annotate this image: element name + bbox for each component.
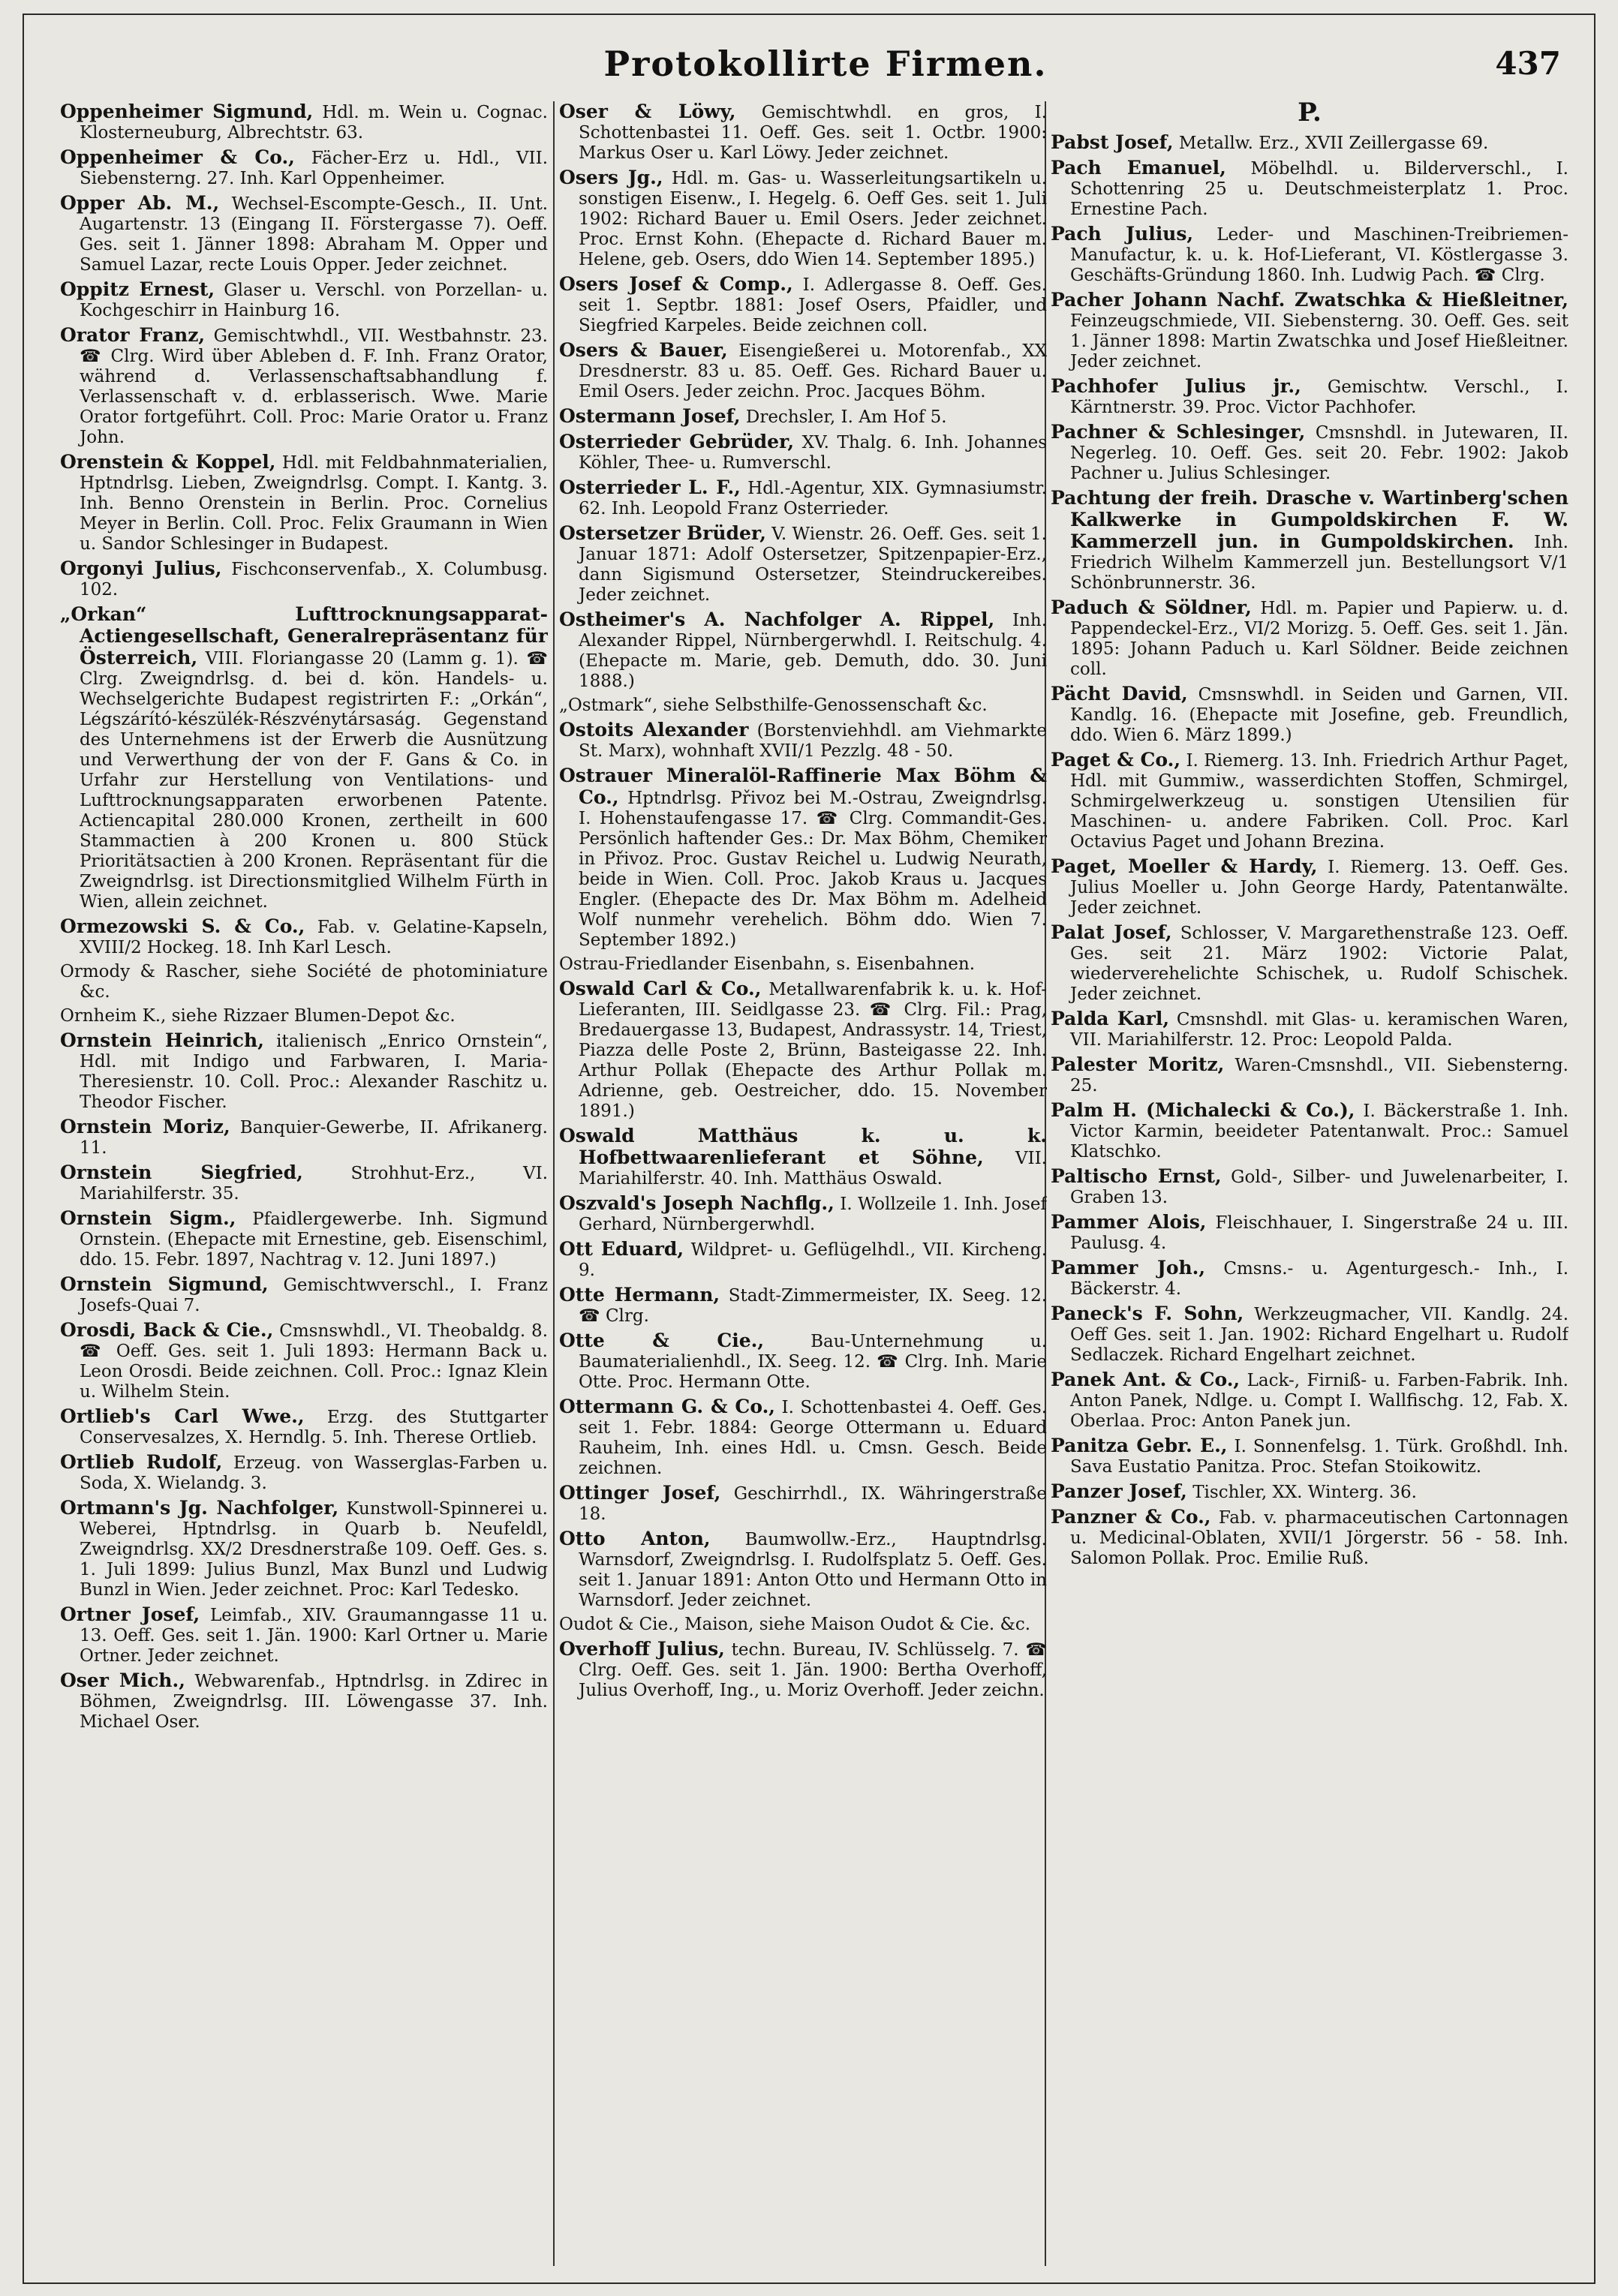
entry-firm-name: Panzer Josef, — [1051, 1480, 1187, 1502]
directory-entry — [559, 978, 1047, 1122]
entry-firm-name: Otto Anton, — [559, 1528, 711, 1549]
entry-firm-name: Osers Josef & Comp., — [559, 273, 793, 295]
entry-firm-name: Palester Moritz, — [1051, 1053, 1225, 1075]
entry-firm-name: Ormezowski S. & Co., — [60, 915, 305, 937]
entry-firm-name: Ortner Josef, — [60, 1603, 200, 1625]
directory-entry — [559, 523, 1047, 606]
column-middle — [559, 101, 1047, 2270]
entry-details: I. Wollzeile 1. Inh. Josef Gerhard, Nürnbergerwhdl. — [579, 1195, 1047, 1234]
entry-details: Ornheim K., siehe Rizzaer Blumen-Depot &c. — [60, 1006, 456, 1026]
directory-entry — [1051, 597, 1568, 680]
directory-entry — [559, 609, 1047, 692]
entry-details: Erzg. des Stuttgarter Conservesalzes, X. Herndlg. 5. Inh. Therese Ortlieb. — [80, 1408, 548, 1447]
entry-details: Cmsnshdl. in Jutewaren, II. Negerleg. 10. Oeff. Ges. seit 20. Febr. 1902: Jakob Pachner u. Julius Schlesinger. — [1070, 423, 1568, 483]
directory-entry — [1051, 684, 1568, 746]
directory-entry — [559, 101, 1047, 164]
entry-firm-name: Paltischo Ernst, — [1051, 1165, 1222, 1187]
entry-details: Lack-, Firniß- u. Farben-Fabrik. Inh. Anton Panek, Ndlge. u. Compt I. Wallfischg. 12, Fab. X. Oberlaa. Proc: Anton Panek jun. — [1070, 1371, 1568, 1431]
entry-firm-name: Ortmann's Jg. Nachfolger, — [60, 1497, 339, 1519]
entry-firm-name: Ostoits Alexander — [559, 719, 749, 741]
entry-details: I. Sonnenfelsg. 1. Türk. Großhdl. Inh. Sava Eustatio Panitza. Proc. Stefan Stoikowitz. — [1070, 1437, 1568, 1477]
entry-details: I. Riemerg. 13. Inh. Friedrich Arthur Paget, Hdl. mit Gummiw., wasserdichten Stoffen, Schmirgel, Schmirgelwerkzeug u. sonstigen Utensilien für Maschinen- u. andere Fabriken. Coll. Proc. Karl Octavius Paget und Johann Brezina. — [1070, 751, 1568, 852]
entry-details: italienisch „Enrico Ornstein“, Hdl. mit Indigo und Farbwaren, I. Maria-Theresienstr. 10. Coll. Proc.: Alexander Raschitz u. Theodor Fischer. — [80, 1032, 548, 1112]
entry-firm-name: Otte Hermann, — [559, 1284, 720, 1306]
entry-firm-name: Oppenheimer Sigmund, — [60, 101, 314, 122]
entry-details: Hdl. m. Papier und Papierw. u. d. Pappendeckel-Erz., VI/2 Morizg. 5. Oeff. Ges. seit 1. Jän. 1895: Johann Paduch u. Karl Söldner. Beide zeichnen coll. — [1070, 599, 1568, 679]
entry-details: Fächer-Erz u. Hdl., VII. Siebensterng. 27. Inh. Karl Oppenheimer. — [80, 149, 548, 188]
entry-firm-name: Palm H. (Michalecki & Co.), — [1051, 1099, 1355, 1121]
entry-firm-name: Ortlieb's Carl Wwe., — [60, 1405, 305, 1427]
entry-details: Bau-Unternehmung u. Baumaterialienhdl., IX. Seeg. 12. ☎ Clrg. Inh. Marie Otte. Proc. Hermann Otte. — [579, 1332, 1047, 1392]
entry-details: I. Adlergasse 8. Oeff. Ges. seit 1. Septbr. 1881: Josef Osers, Pfaidler, und Siegfried Karpeles. Beide zeichnen coll. — [579, 275, 1047, 335]
directory-entry — [559, 696, 1047, 716]
directory-entry — [60, 1320, 548, 1402]
entry-firm-name: Osterrieder L. F., — [559, 476, 741, 498]
entry-details: Hptndrlsg. Přivoz bei M.-Ostrau, Zweigndrlsg. I. Hohenstaufengasse 17. ☎ Clrg. Commandit-Ges. Persönlich haftender Ges.: Dr. Max Böhm, Chemiker in Přivoz. Proc. Gustav Reichel u. Ludwig Neurath, beide in Wien. Coll. Proc. Jakob Kraus u. Jacques Engler. (Ehepacte des Dr. Max Böhm m. Adelheid Wolf nunmehr verehelich. Böhm ddo. Wien 7. September 1892.) — [579, 789, 1047, 950]
directory-entry — [1051, 1212, 1568, 1254]
directory-entry — [1051, 1054, 1568, 1096]
entry-details: Cmsnswhdl., VI. Theobaldg. 8. ☎ Oeff. Ges. seit 1. Juli 1893: Hermann Back u. Leon Orosdi. Beide zeichnen. Coll. Proc.: Ignaz Klein u. Wilhelm Stein. — [80, 1321, 548, 1402]
entry-firm-name: Oppitz Ernest, — [60, 278, 215, 300]
directory-entry — [559, 1639, 1047, 1701]
entry-details: Inh. Friedrich Wilhelm Kammerzell jun. Bestellungsort V/1 Schönbrunnerstr. 36. — [1070, 533, 1568, 593]
entry-firm-name: Osers Jg., — [559, 167, 663, 188]
entry-details: Metallw. Erz., XVII Zeillergasse 69. — [1178, 134, 1489, 153]
directory-entry — [559, 1239, 1047, 1281]
entry-details: Fleischhauer, I. Singerstraße 24 u. III. Paulusg. 4. — [1070, 1213, 1568, 1253]
directory-entry — [1051, 856, 1568, 918]
directory-entry — [60, 1406, 548, 1448]
entry-details: Glaser u. Verschl. von Porzellan- u. Kochgeschirr in Hainburg 16. — [80, 281, 548, 320]
directory-entry — [1051, 488, 1568, 594]
entry-details: Hdl.-Agentur, XIX. Gymnasiumstr. 62. Inh. Leopold Franz Osterrieder. — [579, 479, 1047, 518]
entry-firm-name: Orgonyi Julius, — [60, 557, 222, 579]
directory-entry — [1051, 1507, 1568, 1569]
entry-firm-name: Ottermann G. & Co., — [559, 1396, 775, 1417]
entry-firm-name: Pachhofer Julius jr., — [1051, 375, 1301, 397]
entry-details: Leder- und Maschinen-Treibriemen-Manufactur, k. u. k. Hof-Lieferant, VI. Köstlergasse 3. Geschäfts-Gründung 1860. Inh. Ludwig Pach. ☎ Clrg. — [1070, 225, 1568, 285]
directory-entry — [60, 1274, 548, 1316]
entry-details: Cmsnshdl. mit Glas- u. keramischen Waren, VII. Mariahilferstr. 12. Proc: Leopold Palda. — [1070, 1010, 1568, 1050]
directory-entry — [1051, 132, 1568, 154]
directory-entry — [60, 604, 548, 912]
entry-firm-name: Overhoff Julius, — [559, 1638, 725, 1660]
entry-details: Oudot & Cie., Maison, siehe Maison Oudot & Cie. &c. — [559, 1615, 1031, 1634]
entry-details: Webwarenfab., Hptndrlsg. in Zdirec in Böhmen, Zweigndrlsg. III. Löwengasse 37. Inh. Michael Oser. — [80, 1672, 548, 1732]
entry-firm-name: Palda Karl, — [1051, 1008, 1170, 1029]
entry-details: Fab. v. Gelatine-Kapseln, XVIII/2 Hockeg. 18. Inh Karl Lesch. — [80, 918, 548, 957]
entry-firm-name: Ostersetzer Brüder, — [559, 522, 766, 544]
entry-firm-name: Ottinger Josef, — [559, 1482, 721, 1504]
directory-entry — [1051, 1369, 1568, 1432]
column-left — [60, 101, 548, 2270]
directory-entry — [559, 1330, 1047, 1393]
directory-entry — [60, 962, 548, 1002]
entry-firm-name: Pächt David, — [1051, 683, 1188, 705]
directory-entry — [1051, 1481, 1568, 1503]
directory-entry — [1051, 1258, 1568, 1300]
entry-firm-name: Ornstein Siegfried, — [60, 1162, 303, 1183]
directory-entry — [1051, 922, 1568, 1005]
directory-entry — [1051, 376, 1568, 418]
entry-details: Strohhut-Erz., VI. Mariahilferstr. 35. — [80, 1164, 548, 1204]
entry-details: Ostrau-Friedlander Eisenbahn, s. Eisenbahnen. — [559, 954, 976, 974]
directory-entry — [1051, 750, 1568, 852]
entry-details: VIII. Floriangasse 20 (Lamm g. 1). ☎ Clrg. Zweigndrlsg. d. bei d. kön. Handels- u. Wechselgerichte Budapest registrirten F.: „Orkán“, Légszárító-készülék-Részvénytársaság. Gegenstand des Unternehmens ist der Erwerb die Ausnützung und Verwerthung der von der F. Gans & Co. in Urfahr zur Herstellung von Ventilations- und Lufttrocknungsapparaten erworbenen Patente. Actiencapital 280.000 Kronen, zertheilt in 600 Stammactien à 200 Kronen u. 800 Stück Prioritätsactien à 200 Kronen. Repräsentant für die Zweigndrlsg. ist Directionsmitglied Wilhelm Fürth in Wien, allein zeichnet. — [80, 649, 548, 912]
entry-firm-name: Pach Julius, — [1051, 223, 1194, 245]
directory-entry — [60, 1006, 548, 1026]
entry-details: Hdl. m. Wein u. Cognac. Klosterneuburg, Albrechtstr. 63. — [80, 103, 548, 143]
entry-firm-name: Oppenheimer & Co., — [60, 146, 295, 168]
entry-firm-name: Orator Franz, — [60, 324, 206, 346]
entry-details: I. Schottenbastei 4. Oeff. Ges. seit 1. Febr. 1884: George Ottermann u. Eduard Rauheim, Inh. eines Hdl. u. Cmsn. Gesch. Beide zeichnen. — [579, 1398, 1047, 1478]
entry-firm-name: Paduch & Söldner, — [1051, 597, 1252, 618]
entry-details: Banquier-Gewerbe, II. Afrikanerg. 11. — [80, 1118, 548, 1158]
directory-entry — [60, 1604, 548, 1666]
entry-firm-name: Orosdi, Back & Cie., — [60, 1319, 274, 1341]
directory-entry — [559, 406, 1047, 428]
entry-firm-name: Ostrauer Mineralöl-Raffinerie Max Böhm & Co., — [559, 765, 1047, 808]
entry-firm-name: Oswald Carl & Co., — [559, 978, 762, 999]
entry-details: Gold-, Silber- und Juwelenarbeiter, I. Graben 13. — [1070, 1168, 1568, 1207]
entry-details: XV. Thalg. 6. Inh. Johannes Köhler, Thee- u. Rumverschl. — [579, 433, 1047, 473]
entry-firm-name: Pammer Joh., — [1051, 1257, 1206, 1279]
entry-details: Gemischtwhdl., VII. Westbahnstr. 23. ☎ Clrg. Wird über Ableben d. F. Inh. Franz Orator, während d. Verlassenschaftsabhandlung f. Verlassenschaft v. d. erblasserisch. Wwe. Marie Orator fortgeführt. Coll. Proc: Marie Orator u. Franz John. — [80, 326, 548, 447]
directory-entry — [60, 325, 548, 448]
entry-details: Feinzeugschmiede, VII. Siebensterng. 30. Oeff. Ges. seit 1. Jänner 1898: Martin Zwatschka und Josef Hießleitner. Jeder zeichnet. — [1070, 311, 1568, 371]
directory-entry — [559, 765, 1047, 951]
directory-entry — [559, 431, 1047, 473]
directory-entry — [1051, 1008, 1568, 1050]
directory-entry — [559, 1125, 1047, 1189]
entry-firm-name: Panzner & Co., — [1051, 1506, 1211, 1528]
entry-firm-name: Oswald Matthäus k. u. k. Hofbettwaarenlieferant et Söhne, — [559, 1125, 1047, 1168]
directory-entry — [60, 558, 548, 600]
directory-entry — [60, 1208, 548, 1270]
section-letter-heading: P. — [1298, 101, 1322, 128]
entry-firm-name: Oszvald's Joseph Nachflg., — [559, 1192, 835, 1214]
entry-details: „Ostmark“, siehe Selbsthilfe-Genossenschaft &c. — [559, 696, 988, 715]
directory-entry — [559, 1285, 1047, 1327]
entry-firm-name: „Orkan“ Lufttrocknungsapparat-Actiengesellschaft, Generalrepräsentanz für Österreich, — [60, 603, 548, 669]
entry-details: Cmsns.- u. Agenturgesch.- Inh., I. Bäckerstr. 4. — [1070, 1259, 1568, 1299]
entry-details: Geschirrhdl., IX. Währingerstraße 18. — [579, 1484, 1047, 1524]
directory-entry — [60, 452, 548, 554]
entry-details: Eisengießerei u. Motorenfab., XX Dresdnerstr. 83 u. 85. Oeff. Ges. Richard Bauer u. Emil Osers. Jeder zeichn. Proc. Jacques Böhm. — [579, 341, 1047, 401]
directory-entry — [60, 1498, 548, 1600]
directory-entry — [60, 1670, 548, 1733]
entry-firm-name: Otte & Cie., — [559, 1330, 765, 1351]
entry-details: I. Bäckerstraße 1. Inh. Victor Karmin, beeideter Patentanwalt. Proc.: Samuel Klatschko. — [1070, 1101, 1568, 1162]
directory-entry — [559, 954, 1047, 975]
entry-details: Drechsler, I. Am Hof 5. — [745, 407, 947, 427]
entry-firm-name: Pammer Alois, — [1051, 1211, 1207, 1233]
entry-firm-name: Ornstein Sigm., — [60, 1207, 236, 1229]
entry-details: Werkzeugmacher, VII. Kandlg. 24. Oeff Ges. seit 1. Jan. 1902: Richard Engelhart u. Rudolf Sedlaczek. Richard Engelhart zeichnet. — [1070, 1305, 1568, 1365]
entry-firm-name: Osterrieder Gebrüder, — [559, 431, 795, 452]
directory-entry — [60, 1452, 548, 1494]
entry-details: Stadt-Zimmermeister, IX. Seeg. 12. ☎ Clrg. — [579, 1286, 1047, 1326]
directory-entry — [60, 193, 548, 275]
entry-details: Leimfab., XIV. Graumanngasse 11 u. 13. Oeff. Ges. seit 1. Jän. 1900: Karl Ortner u. Marie Ortner. Jeder zeichnet. — [80, 1606, 548, 1666]
entry-details: Wechsel-Escompte-Gesch., II. Unt. Augartenstr. 13 (Eingang II. Förstergasse 7). Oeff. Ges. seit 1. Jänner 1898: Abraham M. Opper und Samuel Lazar, recte Louis Opper. Jeder zeichnet. — [80, 194, 548, 275]
directory-entry — [1051, 1435, 1568, 1477]
entry-details: techn. Bureau, IV. Schlüsselg. 7. ☎ Clrg. Oeff. Ges. seit 1. Jän. 1900: Bertha Overhoff, Julius Overhoff, Ing., u. Moriz Overhoff. Jeder zeichn. — [579, 1640, 1047, 1700]
entry-firm-name: Ornstein Moriz, — [60, 1116, 230, 1137]
directory-entry — [60, 279, 548, 321]
directory-entry — [1051, 224, 1568, 286]
page-number: 437 — [1495, 45, 1561, 82]
directory-entry — [1051, 290, 1568, 372]
directory-entry — [1051, 1166, 1568, 1208]
directory-entry — [1051, 158, 1568, 220]
entry-details: Kunstwoll-Spinnerei u. Weberei, Hptndrlsg. in Quarb b. Neufeldl, Zweigndrlsg. XX/2 Dresdnerstraße 109. Oeff. Ges. s. 1. Juli 1899: Julius Bunzl, Max Bunzl und Ludwig Bunzl in Wien. Jeder zeichnet. Proc: Karl Tedesko. — [80, 1499, 548, 1600]
directory-entry — [559, 340, 1047, 402]
entry-details: I. Riemerg. 13. Oeff. Ges. Julius Moeller u. John George Hardy, Patentanwälte. Jeder zeichnet. — [1070, 858, 1568, 918]
running-header-title: Protokollirte Firmen. — [603, 44, 1048, 84]
entry-details: Gemischtw. Verschl., I. Kärntnerstr. 39. Proc. Victor Pachhofer. — [1070, 377, 1568, 417]
entry-details: Schlosser, V. Margarethenstraße 123. Oeff. Ges. seit 21. März 1902: Victorie Palat, wiederverehelichte Schischek, u. Rudolf Schischek. Jeder zeichnet. — [1070, 924, 1568, 1004]
entry-firm-name: Ostheimer's A. Nachfolger A. Rippel, — [559, 609, 995, 630]
entry-details: Ormody & Rascher, siehe Société de photominiature &c. — [60, 962, 548, 1002]
entry-details: VII. Mariahilferstr. 40. Inh. Matthäus Oswald. — [579, 1149, 1047, 1189]
entry-firm-name: Pabst Josef, — [1051, 131, 1174, 153]
directory-entry — [1051, 1303, 1568, 1366]
entry-details: Hdl. mit Feldbahnmaterialien, Hptndrlsg. Lieben, Zweigndrlsg. Compt. I. Kantg. 3. Inh. Benno Orenstein in Berlin. Proc. Cornelius Meyer in Berlin. Coll. Proc. Felix Graumann in Wien u. Sandor Schlesinger in Budapest. — [80, 453, 548, 554]
directory-entry — [60, 916, 548, 958]
directory-entry — [559, 1528, 1047, 1611]
entry-firm-name: Oser & Löwy, — [559, 101, 736, 122]
entry-firm-name: Paget & Co., — [1051, 749, 1181, 771]
column-right — [1051, 101, 1568, 2270]
entry-details: V. Wienstr. 26. Oeff. Ges. seit 1. Januar 1871: Adolf Ostersetzer, Spitzenpapier-Erz., dann Sigismund Ostersetzer, Steindruckereibes. Jeder zeichnet. — [579, 524, 1047, 605]
entry-firm-name: Pachtung der freih. Drasche v. Wartinberg'schen Kalkwerke in Gumpoldskirchen F. W. Kammerzell jun. in Gumpoldskirchen. — [1051, 487, 1568, 552]
entry-firm-name: Orenstein & Koppel, — [60, 451, 276, 473]
directory-entry — [559, 1396, 1047, 1479]
entry-firm-name: Ott Eduard, — [559, 1238, 684, 1260]
entry-details: Gemischtwverschl., I. Franz Josefs-Quai 7. — [80, 1276, 548, 1315]
entry-details: Waren-Cmsnshdl., VII. Siebensterng. 25. — [1070, 1056, 1568, 1095]
entry-details: Gemischtwhdl. en gros, I. Schottenbastei 11. Oeff. Ges. seit 1. Octbr. 1900: Markus Oser u. Karl Löwy. Jeder zeichnet. — [579, 103, 1047, 163]
directory-entry — [559, 274, 1047, 336]
column-divider — [553, 101, 555, 2266]
entry-details: Erzeug. von Wasserglas-Farben u. Soda, X. Wielandg. 3. — [80, 1453, 548, 1493]
entry-firm-name: Pach Emanuel, — [1051, 157, 1226, 179]
directory-entry — [559, 1615, 1047, 1635]
directory-entry — [559, 720, 1047, 762]
directory-entry — [559, 1483, 1047, 1525]
entry-firm-name: Ortlieb Rudolf, — [60, 1451, 223, 1473]
entry-firm-name: Panek Ant. & Co., — [1051, 1369, 1241, 1390]
entry-firm-name: Oser Mich., — [60, 1669, 185, 1691]
entry-details: Pfaidlergewerbe. Inh. Sigmund Ornstein. (Ehepacte mit Ernestine, geb. Eisenschiml, ddo. 15. Febr. 1897, Nachtrag v. 12. Juni 1897.) — [80, 1210, 548, 1270]
entry-details: Tischler, XX. Winterg. 36. — [1192, 1483, 1417, 1502]
directory-entry — [60, 101, 548, 143]
entry-firm-name: Ostermann Josef, — [559, 405, 741, 427]
entry-firm-name: Pachner & Schlesinger, — [1051, 421, 1306, 443]
entry-firm-name: Palat Josef, — [1051, 921, 1172, 943]
entry-details: Möbelhdl. u. Bilderverschl., I. Schottenring 25 u. Deutschmeisterplatz 1. Proc. Ernestine Pach. — [1070, 159, 1568, 219]
directory-entry — [60, 1030, 548, 1113]
directory-entry — [60, 1116, 548, 1159]
directory-entry — [1051, 1100, 1568, 1162]
entry-details: Cmsnswhdl. in Seiden und Garnen, VII. Kandlg. 16. (Ehepacte mit Josefine, geb. Freundlich, ddo. Wien 6. März 1899.) — [1070, 685, 1568, 745]
entry-firm-name: Opper Ab. M., — [60, 192, 220, 214]
entry-firm-name: Paget, Moeller & Hardy, — [1051, 855, 1318, 877]
entry-details: (Borstenviehhdl. am Viehmarkte St. Marx), wohnhaft XVII/1 Pezzlg. 48 - 50. — [579, 721, 1047, 761]
directory-entry — [559, 477, 1047, 519]
entry-details: Fab. v. pharmaceutischen Cartonnagen u. Medicinal-Oblaten, XVII/1 Jörgerstr. 56 - 58. Inh. Salomon Pollak. Proc. Emilie Ruß. — [1070, 1508, 1568, 1568]
entry-details: Wildpret- u. Geflügelhdl., VII. Kircheng. 9. — [579, 1240, 1047, 1280]
entry-firm-name: Pacher Johann Nachf. Zwatschka & Hießleitner, — [1051, 289, 1568, 311]
directory-entry — [559, 167, 1047, 270]
directory-entry — [60, 147, 548, 189]
entry-firm-name: Ornstein Sigmund, — [60, 1273, 269, 1295]
entry-details: Hdl. m. Gas- u. Wasserleitungsartikeln u. sonstigen Eisenw., I. Hegelg. 6. Oeff Ges. seit 1. Juli 1902: Richard Bauer u. Emil Osers. Jeder zeichnet. Proc. Ernst Kohn. (Ehepacte d. Richard Bauer m. Helene, geb. Osers, ddo Wien 14. September 1895.) — [579, 169, 1047, 269]
entry-details: Metallwarenfabrik k. u. k. Hof-Lieferanten, III. Seidlgasse 23. ☎ Clrg. Fil.: Prag, Bredauergasse 13, Budapest, Andrassystr. 14, Triest, Piazza delle Poste 2, Brünn, Basteigasse 22. Inh. Arthur Pollak (Ehepacte des Arthur Pollak m. Adrienne, geb. Oestreicher, ddo. 15. November 1891.) — [579, 980, 1047, 1121]
entry-details: Baumwollw.-Erz., Hauptndrlsg. Warnsdorf, Zweigndrlsg. I. Rudolfsplatz 5. Oeff. Ges. seit 1. Januar 1891: Anton Otto und Hermann Otto in Warnsdorf. Jeder zeichnet. — [579, 1530, 1047, 1610]
directory-entry — [1051, 422, 1568, 484]
entry-firm-name: Panitza Gebr. E., — [1051, 1435, 1228, 1456]
entry-firm-name: Paneck's F. Sohn, — [1051, 1303, 1244, 1324]
directory-entry — [60, 1162, 548, 1204]
entry-firm-name: Ornstein Heinrich, — [60, 1029, 264, 1051]
entry-firm-name: Osers & Bauer, — [559, 339, 728, 361]
entry-details: Inh. Alexander Rippel, Nürnbergerwhdl. I. Reitschulg. 4. (Ehepacte m. Marie, geb. Demuth, ddo. 30. Juni 1888.) — [579, 611, 1047, 691]
directory-entry — [559, 1193, 1047, 1235]
entry-details: Fischconservenfab., X. Columbusg. 102. — [80, 560, 548, 600]
